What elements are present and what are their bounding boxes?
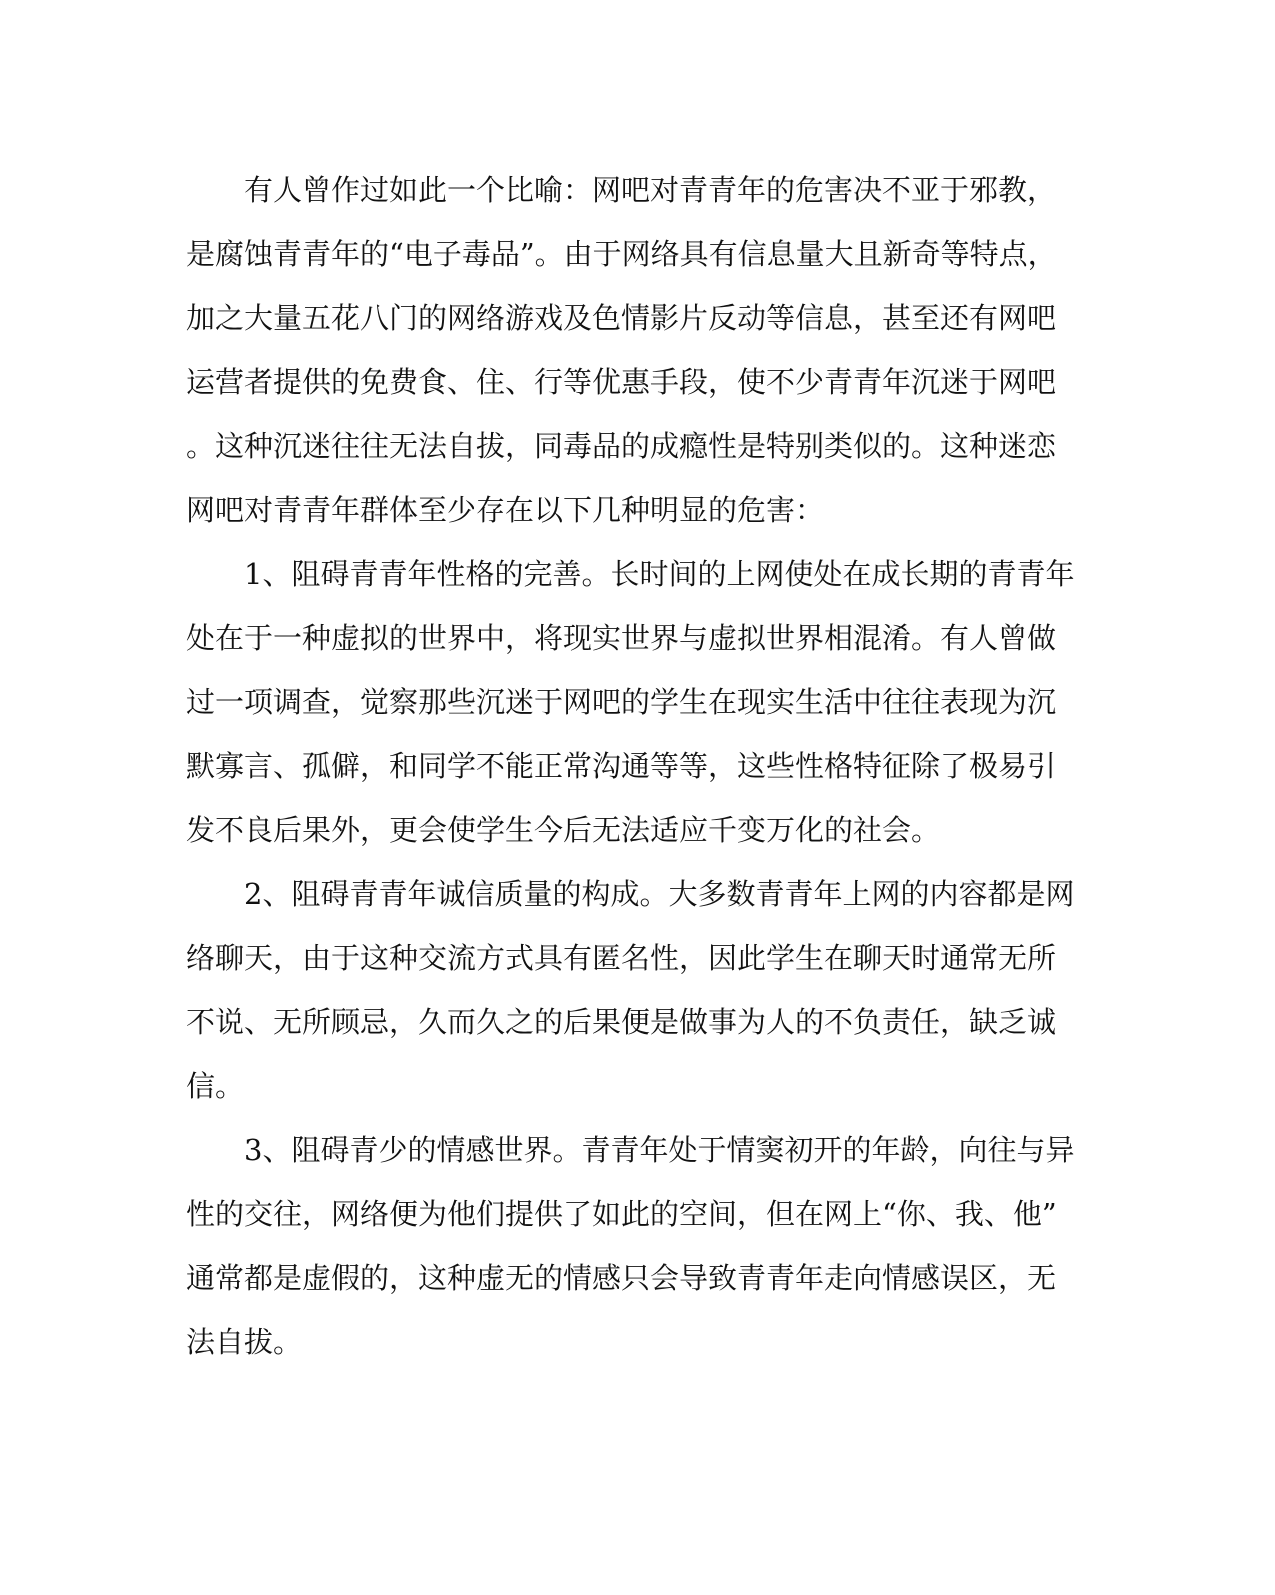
paragraph-line: 加之大量五花八门的网络游戏及色情影片反动等信息，甚至还有网吧 [186,301,1057,335]
paragraph-line: 络聊天，由于这种交流方式具有匿名性，因此学生在聊天时通常无所 [186,941,1057,975]
paragraph-line: 处在于一种虚拟的世界中，将现实世界与虚拟世界相混淆。有人曾做 [186,621,1057,655]
paragraph-line: 3、阻碍青少的情感世界。青青年处于情窦初开的年龄，向往与异 [244,1133,1075,1167]
paragraph-line: 1、阻碍青青年性格的完善。长时间的上网使处在成长期的青青年 [244,557,1075,591]
paragraph-line: 法自拔。 [186,1325,303,1359]
paragraph-line: 有人曾作过如此一个比喻：网吧对青青年的危害决不亚于邪教， [244,173,1057,207]
paragraph-line: 是腐蚀青青年的“电子毒品”。由于网络具有信息量大且新奇等特点， [186,237,1057,271]
paragraph-point-2 [186,862,1075,1118]
paragraph-point-1 [186,542,1075,862]
paragraph-line: 发不良后果外，更会使学生今后无法适应千变万化的社会。 [186,813,941,847]
paragraph-point-3 [186,1118,1075,1374]
paragraph-line: 过一项调查，觉察那些沉迷于网吧的学生在现实生活中往往表现为沉 [186,685,1057,719]
paragraph-line: 性的交往，网络便为他们提供了如此的空间，但在网上“你、我、他” [186,1197,1057,1231]
paragraph-line: 通常都是虚假的，这种虚无的情感只会导致青青年走向情感误区，无 [186,1261,1057,1295]
paragraph-line: 网吧对青青年群体至少存在以下几种明显的危害： [186,493,825,527]
paragraph-line: 默寡言、孤僻，和同学不能正常沟通等等，这些性格特征除了极易引 [186,749,1057,783]
paragraph-line: 运营者提供的免费食、住、行等优惠手段，使不少青青年沉迷于网吧 [186,365,1057,399]
document-body [186,158,1075,1374]
paragraph-line: 信。 [186,1069,245,1103]
paragraph-line: 不说、无所顾忌，久而久之的后果便是做事为人的不负责任，缺乏诚 [186,1005,1057,1039]
paragraph-intro [186,158,1061,542]
paragraph-line: 。这种沉迷往往无法自拔，同毒品的成瘾性是特别类似的。这种迷恋 [186,429,1057,463]
paragraph-line: 2、阻碍青青年诚信质量的构成。大多数青青年上网的内容都是网 [244,877,1075,911]
